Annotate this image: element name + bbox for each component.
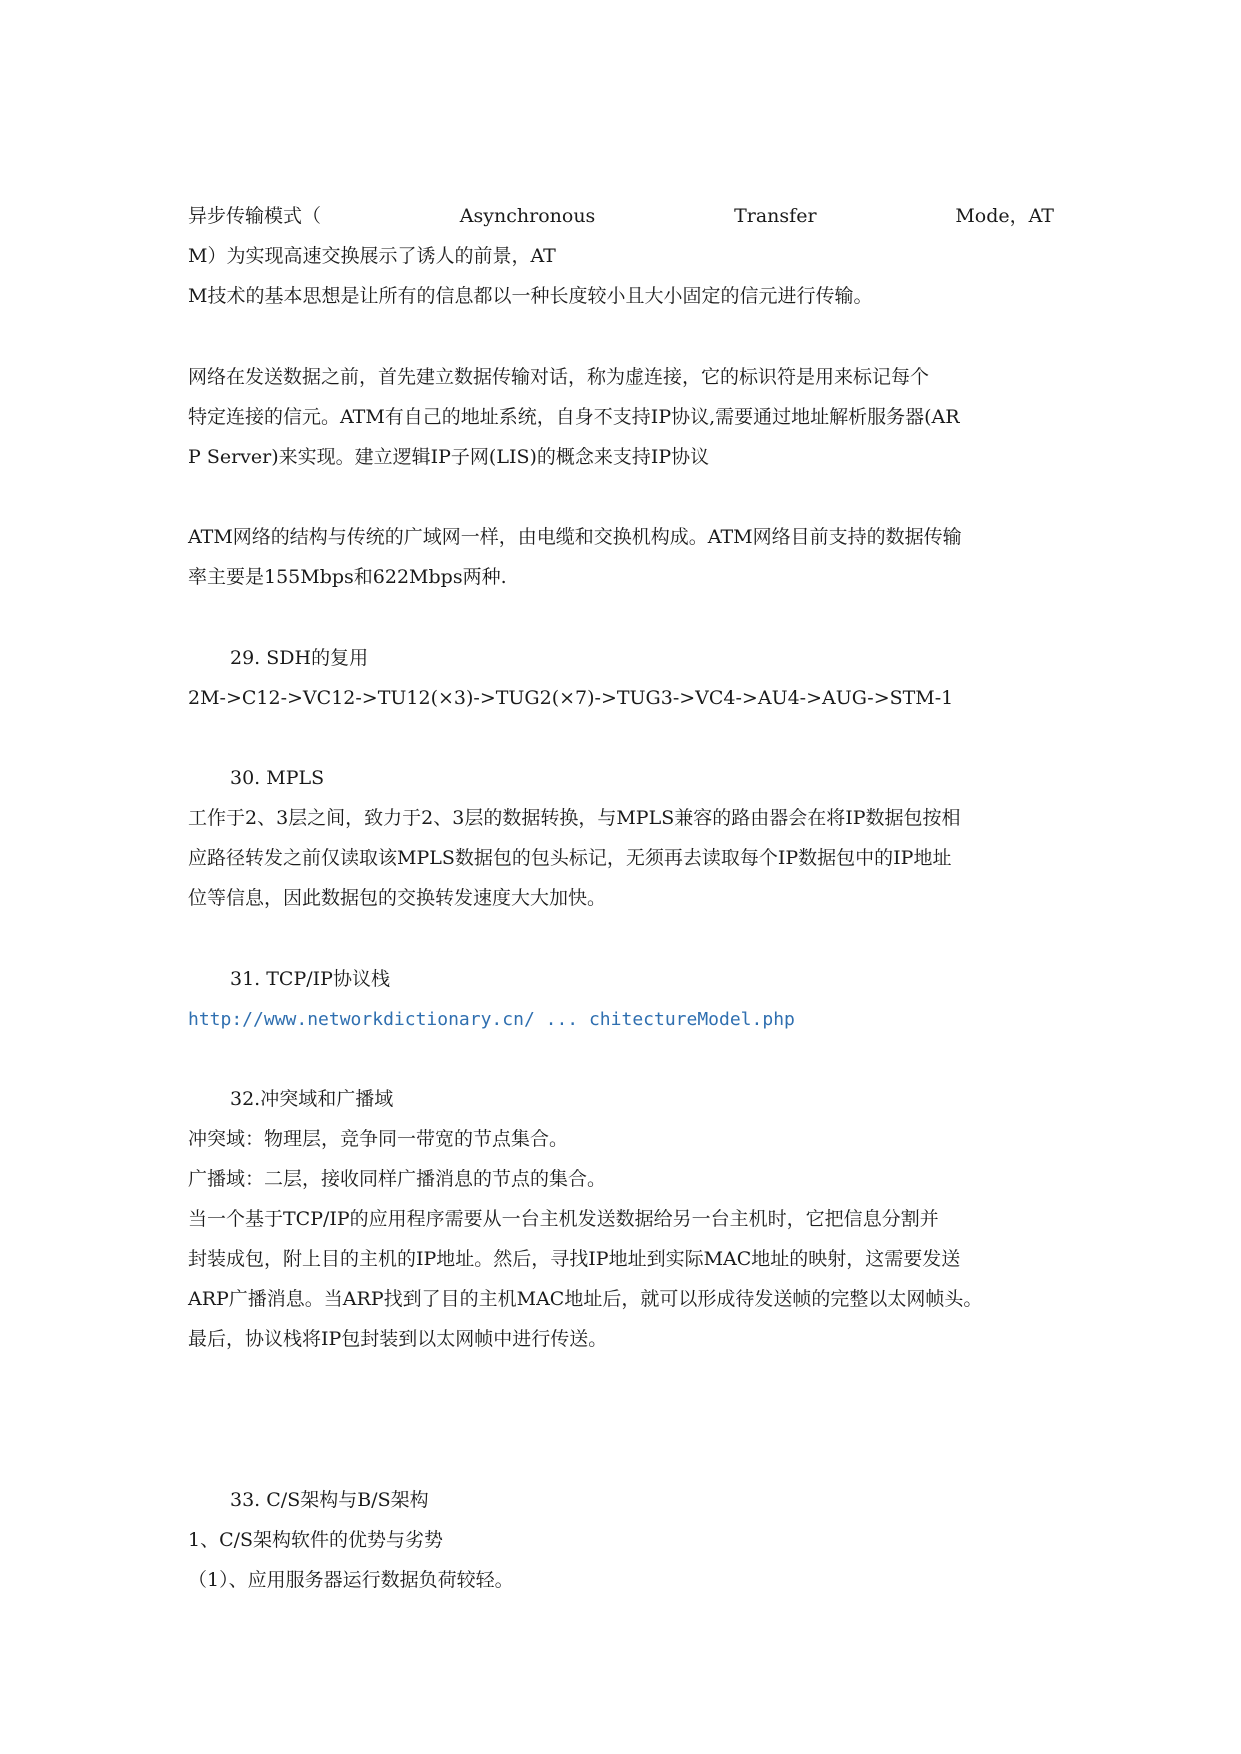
para1-line1-part1: 异步传输模式（: [188, 205, 322, 227]
section-33-line1: 1、C/S架构软件的优势与劣势: [188, 1529, 444, 1551]
section-30-line1: 工作于2、3层之间，致力于2、3层的数据转换，与MPLS兼容的路由器会在将IP数据包按相: [188, 807, 961, 829]
para1-line1-part2: Asynchronous: [459, 205, 596, 227]
section-32-line2: 广播域：二层，接收同样广播消息的节点的集合。: [188, 1168, 607, 1190]
para1-line1: [188, 203, 1054, 229]
section-30-line2: 应路径转发之前仅读取该MPLS数据包的包头标记，无须再去读取每个IP数据包中的IP地址: [188, 847, 952, 869]
section-33-line2: （1）、应用服务器运行数据负荷较轻。: [188, 1569, 514, 1591]
section-32-line1: 冲突域：物理层，竞争同一带宽的节点集合。: [188, 1128, 569, 1150]
network-dictionary-link[interactable]: http://www.networkdictionary.cn/ ... chitectureModel.php: [188, 1009, 795, 1030]
para2-line3: P Server)来实现。建立逻辑IP子网(LIS)的概念来支持IP协议: [188, 446, 710, 468]
para3-line1: ATM网络的结构与传统的广域网一样，由电缆和交换机构成。ATM网络目前支持的数据传输: [188, 526, 962, 548]
para1-line2: M）为实现高速交换展示了诱人的前景，AT: [188, 245, 556, 267]
section-29-heading: 29. SDH的复用: [230, 647, 369, 669]
section-30-heading: 30. MPLS: [230, 767, 325, 789]
section-32-heading: 32.冲突域和广播域: [230, 1088, 394, 1110]
para1-line3: M技术的基本思想是让所有的信息都以一种长度较小且大小固定的信元进行传输。: [188, 285, 873, 307]
section-32-line4: 封装成包，附上目的主机的IP地址。然后，寻找IP地址到实际MAC地址的映射，这需要发送: [188, 1248, 961, 1270]
section-29-body: 2M->C12->VC12->TU12(×3)->TUG2(×7)->TUG3->VC4->AU4->AUG->STM-1: [188, 687, 954, 709]
para2-line1: 网络在发送数据之前，首先建立数据传输对话，称为虚连接，它的标识符是用来标记每个: [188, 366, 930, 388]
para1-line1-part3: Transfer: [734, 205, 817, 227]
para1-line1-part4: Mode，AT: [955, 205, 1054, 227]
section-31-link-line: [188, 1006, 1054, 1033]
section-31-heading: 31. TCP/IP协议栈: [230, 968, 390, 990]
para2-line2: 特定连接的信元。ATM有自己的地址系统，自身不支持IP协议,需要通过地址解析服务器(AR: [188, 406, 960, 428]
para3-line2: 率主要是155Mbps和622Mbps两种.: [188, 566, 507, 588]
section-32-line3: 当一个基于TCP/IP的应用程序需要从一台主机发送数据给另一台主机时，它把信息分割并: [188, 1208, 939, 1230]
section-33-heading: 33. C/S架构与B/S架构: [230, 1489, 429, 1511]
section-32-line5: ARP广播消息。当ARP找到了目的主机MAC地址后，就可以形成待发送帧的完整以太网帧头。: [188, 1288, 983, 1310]
section-30-line3: 位等信息，因此数据包的交换转发速度大大加快。: [188, 887, 607, 909]
section-32-line6: 最后，协议栈将IP包封装到以太网帧中进行传送。: [188, 1328, 608, 1350]
